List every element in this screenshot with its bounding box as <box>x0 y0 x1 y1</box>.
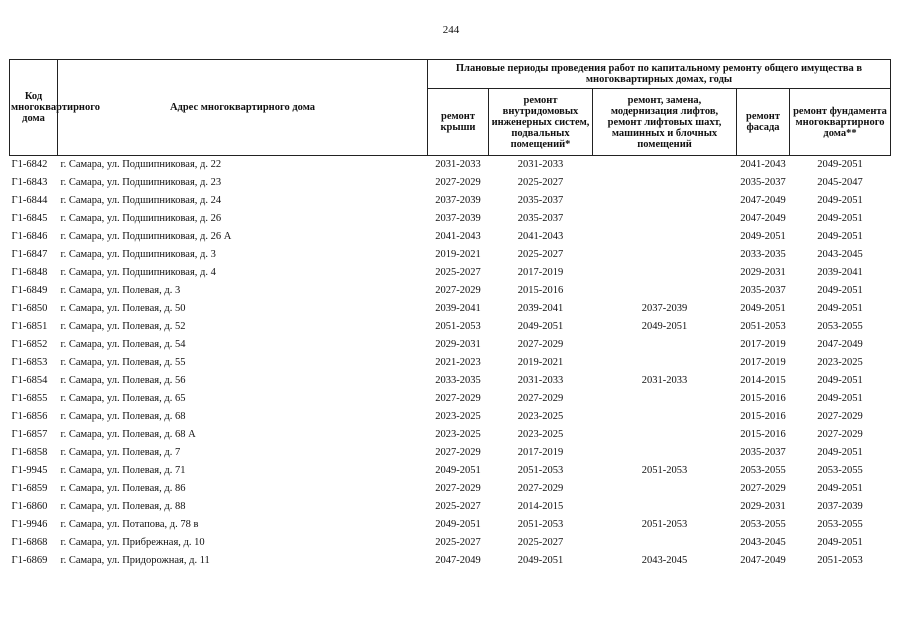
cell-address: г. Самара, ул. Подшипниковая, д. 23 <box>60 177 222 188</box>
cell-foundation: 2027-2029 <box>817 429 863 440</box>
cell-address: г. Самара, ул. Полевая, д. 88 <box>60 501 186 512</box>
cell-foundation: 2053-2055 <box>817 519 863 530</box>
cell-lifts: 2051-2053 <box>641 519 688 530</box>
cell-foundation: 2051-2053 <box>817 555 863 566</box>
cell-code: Г1-6868 <box>11 537 48 548</box>
cell-roof: 2029-2031 <box>435 339 481 350</box>
cell-facade: 2047-2049 <box>740 213 786 224</box>
table-row <box>10 408 891 426</box>
cell-engineering: 2023-2025 <box>517 411 564 422</box>
cell-address: г. Самара, ул. Полевая, д. 50 <box>60 303 186 314</box>
cell-roof: 2033-2035 <box>435 375 481 386</box>
cell-lifts <box>593 336 737 354</box>
table-row <box>10 192 891 210</box>
cell-foundation: 2049-2051 <box>817 537 863 548</box>
header-group-periods: Плановые периоды проведения работ по капитальному ремонту общего имущества в многоквартирных домах, годы <box>428 60 891 89</box>
cell-address: г. Самара, ул. Подшипниковая, д. 24 <box>60 195 222 206</box>
cell-facade: 2029-2031 <box>740 267 786 278</box>
cell-lifts <box>593 426 737 444</box>
cell-roof: 2027-2029 <box>435 177 481 188</box>
cell-roof: 2027-2029 <box>435 447 481 458</box>
cell-facade: 2043-2045 <box>740 537 786 548</box>
header-facade: ремонт фасада <box>737 89 790 156</box>
table-row <box>10 300 891 318</box>
cell-lifts <box>593 174 737 192</box>
cell-lifts <box>593 498 737 516</box>
cell-engineering: 2023-2025 <box>517 429 564 440</box>
table-row <box>10 426 891 444</box>
cell-lifts <box>593 534 737 552</box>
cell-facade: 2035-2037 <box>740 177 786 188</box>
cell-facade: 2033-2035 <box>740 249 786 260</box>
cell-lifts <box>593 282 737 300</box>
capital-repair-table <box>9 59 891 570</box>
table-row <box>10 516 891 534</box>
cell-code: Г1-6854 <box>11 375 48 386</box>
cell-code: Г1-6843 <box>11 177 48 188</box>
cell-engineering: 2035-2037 <box>517 213 564 224</box>
cell-address: г. Самара, ул. Полевая, д. 71 <box>60 465 186 476</box>
table-row <box>10 354 891 372</box>
cell-code: Г1-9946 <box>11 519 48 530</box>
cell-engineering: 2027-2029 <box>517 339 564 350</box>
cell-facade: 2047-2049 <box>740 555 786 566</box>
cell-foundation: 2027-2029 <box>817 411 863 422</box>
cell-code: Г1-6851 <box>11 321 48 332</box>
cell-lifts <box>593 210 737 228</box>
header-engineering: ремонт внутридомовых инженерных систем, подвальных помещений* <box>489 89 593 156</box>
cell-lifts: 2043-2045 <box>641 555 688 566</box>
cell-roof: 2025-2027 <box>435 537 481 548</box>
cell-address: г. Самара, ул. Подшипниковая, д. 26 <box>60 213 222 224</box>
cell-lifts: 2031-2033 <box>641 375 688 386</box>
table-row <box>10 318 891 336</box>
cell-engineering: 2051-2053 <box>517 465 564 476</box>
cell-foundation: 2049-2051 <box>817 285 863 296</box>
cell-roof: 2027-2029 <box>435 285 481 296</box>
cell-engineering: 2017-2019 <box>517 267 564 278</box>
cell-facade: 2049-2051 <box>740 231 786 242</box>
cell-engineering: 2035-2037 <box>517 195 564 206</box>
cell-facade: 2027-2029 <box>740 483 786 494</box>
cell-address: г. Самара, ул. Подшипниковая, д. 4 <box>60 267 216 278</box>
cell-roof: 2031-2033 <box>435 159 481 170</box>
cell-foundation: 2037-2039 <box>817 501 863 512</box>
cell-facade: 2041-2043 <box>740 159 786 170</box>
cell-lifts <box>593 246 737 264</box>
cell-foundation: 2039-2041 <box>817 267 863 278</box>
cell-roof: 2021-2023 <box>435 357 481 368</box>
cell-engineering: 2027-2029 <box>517 483 564 494</box>
cell-foundation: 2049-2051 <box>817 195 863 206</box>
table-row <box>10 174 891 192</box>
cell-engineering: 2017-2019 <box>517 447 564 458</box>
cell-facade: 2015-2016 <box>740 429 786 440</box>
cell-foundation: 2049-2051 <box>817 447 863 458</box>
page-number: 244 <box>442 24 460 36</box>
table-row <box>10 534 891 552</box>
table-row <box>10 246 891 264</box>
cell-code: Г1-6849 <box>11 285 48 296</box>
cell-facade: 2015-2016 <box>740 411 786 422</box>
cell-foundation: 2023-2025 <box>817 357 863 368</box>
cell-foundation: 2049-2051 <box>817 303 863 314</box>
table-row <box>10 390 891 408</box>
cell-address: г. Самара, ул. Полевая, д. 52 <box>60 321 186 332</box>
table-row <box>10 264 891 282</box>
cell-lifts <box>593 192 737 210</box>
cell-foundation: 2049-2051 <box>817 159 863 170</box>
cell-lifts: 2051-2053 <box>641 465 688 476</box>
cell-foundation: 2045-2047 <box>817 177 863 188</box>
cell-engineering: 2039-2041 <box>517 303 564 314</box>
cell-facade: 2029-2031 <box>740 501 786 512</box>
cell-foundation: 2047-2049 <box>817 339 863 350</box>
cell-code: Г1-6855 <box>11 393 48 404</box>
cell-code: Г1-6846 <box>11 231 48 242</box>
cell-facade: 2049-2051 <box>740 303 786 314</box>
cell-code: Г1-6850 <box>11 303 48 314</box>
cell-code: Г1-6857 <box>11 429 48 440</box>
cell-roof: 2027-2029 <box>435 483 481 494</box>
cell-facade: 2051-2053 <box>740 321 786 332</box>
cell-code: Г1-6848 <box>11 267 48 278</box>
cell-foundation: 2049-2051 <box>817 393 863 404</box>
header-address: Адрес многоквартирного дома <box>58 60 428 156</box>
cell-address: г. Самара, ул. Полевая, д. 68 А <box>60 429 196 440</box>
cell-roof: 2039-2041 <box>435 303 481 314</box>
cell-address: г. Самара, ул. Прибрежная, д. 10 <box>60 537 205 548</box>
cell-roof: 2025-2027 <box>435 267 481 278</box>
cell-engineering: 2049-2051 <box>517 321 564 332</box>
cell-roof: 2023-2025 <box>435 411 481 422</box>
table-row <box>10 282 891 300</box>
cell-address: г. Самара, ул. Полевая, д. 65 <box>60 393 186 404</box>
table-row <box>10 498 891 516</box>
table-row <box>10 210 891 228</box>
table-body <box>10 156 891 571</box>
cell-address: г. Самара, ул. Полевая, д. 54 <box>60 339 186 350</box>
cell-facade: 2053-2055 <box>740 519 786 530</box>
cell-address: г. Самара, ул. Подшипниковая, д. 3 <box>60 249 216 260</box>
cell-facade: 2053-2055 <box>740 465 786 476</box>
cell-address: г. Самара, ул. Полевая, д. 7 <box>60 447 181 458</box>
cell-address: г. Самара, ул. Полевая, д. 3 <box>60 285 181 296</box>
header-roof: ремонт крыши <box>428 89 489 156</box>
cell-engineering: 2019-2021 <box>517 357 564 368</box>
cell-lifts <box>593 390 737 408</box>
cell-code: Г1-6845 <box>11 213 48 224</box>
cell-lifts <box>593 228 737 246</box>
cell-code: Г1-6844 <box>11 195 48 206</box>
cell-foundation: 2053-2055 <box>817 321 863 332</box>
cell-facade: 2015-2016 <box>740 393 786 404</box>
cell-roof: 2025-2027 <box>435 501 481 512</box>
cell-code: Г1-6869 <box>11 555 48 566</box>
cell-engineering: 2025-2027 <box>517 537 564 548</box>
cell-address: г. Самара, ул. Полевая, д. 56 <box>60 375 186 386</box>
cell-engineering: 2025-2027 <box>517 177 564 188</box>
cell-engineering: 2031-2033 <box>517 159 564 170</box>
cell-code: Г1-6856 <box>11 411 48 422</box>
cell-foundation: 2043-2045 <box>817 249 863 260</box>
cell-code: Г1-6860 <box>11 501 48 512</box>
header-code: Код многоквартирного дома <box>10 60 58 156</box>
table-row <box>10 552 891 570</box>
cell-foundation: 2049-2051 <box>817 375 863 386</box>
cell-roof: 2051-2053 <box>435 321 481 332</box>
cell-lifts <box>593 264 737 282</box>
cell-address: г. Самара, ул. Потапова, д. 78 в <box>60 519 199 530</box>
cell-facade: 2017-2019 <box>740 339 786 350</box>
cell-roof: 2047-2049 <box>435 555 481 566</box>
table-row <box>10 372 891 390</box>
cell-code: Г1-6852 <box>11 339 48 350</box>
cell-engineering: 2027-2029 <box>517 393 564 404</box>
cell-code: Г1-6842 <box>11 159 48 170</box>
cell-facade: 2035-2037 <box>740 285 786 296</box>
cell-lifts <box>593 156 737 175</box>
cell-roof: 2049-2051 <box>435 519 481 530</box>
cell-address: г. Самара, ул. Полевая, д. 55 <box>60 357 186 368</box>
table-row <box>10 462 891 480</box>
cell-code: Г1-6847 <box>11 249 48 260</box>
cell-lifts <box>593 480 737 498</box>
table-row <box>10 228 891 246</box>
cell-code: Г1-9945 <box>11 465 48 476</box>
cell-code: Г1-6859 <box>11 483 48 494</box>
cell-engineering: 2015-2016 <box>517 285 564 296</box>
cell-code: Г1-6853 <box>11 357 48 368</box>
cell-engineering: 2014-2015 <box>517 501 564 512</box>
cell-lifts: 2049-2051 <box>641 321 688 332</box>
cell-roof: 2019-2021 <box>435 249 481 260</box>
cell-facade: 2014-2015 <box>740 375 786 386</box>
table-row <box>10 444 891 462</box>
cell-address: г. Самара, ул. Подшипниковая, д. 22 <box>60 159 222 170</box>
cell-engineering: 2025-2027 <box>517 249 564 260</box>
cell-address: г. Самара, ул. Полевая, д. 68 <box>60 411 186 422</box>
cell-engineering: 2041-2043 <box>517 231 564 242</box>
cell-roof: 2023-2025 <box>435 429 481 440</box>
cell-code: Г1-6858 <box>11 447 48 458</box>
cell-address: г. Самара, ул. Полевая, д. 86 <box>60 483 186 494</box>
cell-facade: 2035-2037 <box>740 447 786 458</box>
cell-lifts: 2037-2039 <box>641 303 688 314</box>
cell-foundation: 2049-2051 <box>817 483 863 494</box>
table-row <box>10 336 891 354</box>
cell-facade: 2017-2019 <box>740 357 786 368</box>
cell-facade: 2047-2049 <box>740 195 786 206</box>
cell-address: г. Самара, ул. Подшипниковая, д. 26 А <box>60 231 232 242</box>
cell-foundation: 2049-2051 <box>817 231 863 242</box>
cell-foundation: 2053-2055 <box>817 465 863 476</box>
cell-engineering: 2049-2051 <box>517 555 564 566</box>
cell-address: г. Самара, ул. Придорожная, д. 11 <box>60 555 210 566</box>
table-row <box>10 156 891 175</box>
cell-roof: 2041-2043 <box>435 231 481 242</box>
cell-lifts <box>593 444 737 462</box>
cell-roof: 2027-2029 <box>435 393 481 404</box>
header-lifts: ремонт, замена, модернизация лифтов, ремонт лифтовых шахт, машинных и блочных помещений <box>593 89 737 156</box>
header-foundation: ремонт фундамента многоквартирного дома** <box>790 89 891 156</box>
cell-foundation: 2049-2051 <box>817 213 863 224</box>
cell-lifts <box>593 354 737 372</box>
cell-roof: 2049-2051 <box>435 465 481 476</box>
cell-engineering: 2031-2033 <box>517 375 564 386</box>
cell-roof: 2037-2039 <box>435 195 481 206</box>
table-row <box>10 480 891 498</box>
cell-engineering: 2051-2053 <box>517 519 564 530</box>
cell-lifts <box>593 408 737 426</box>
cell-roof: 2037-2039 <box>435 213 481 224</box>
